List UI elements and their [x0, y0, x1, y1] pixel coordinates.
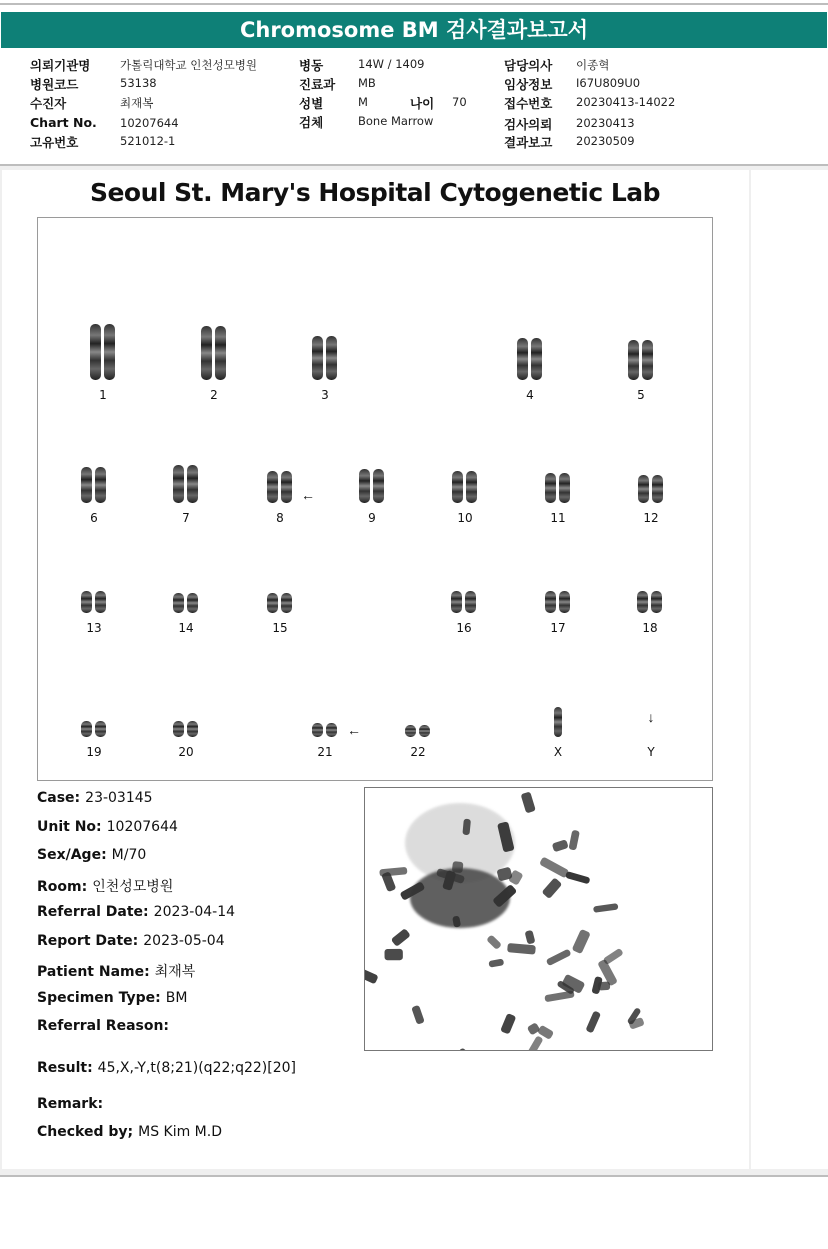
info-value: M: [358, 95, 368, 109]
info-value: I67U809U0: [576, 76, 641, 90]
chromosome: [451, 591, 462, 613]
chromosome-label: 8: [276, 511, 284, 525]
karyotype-image: [37, 217, 713, 781]
field-label: Specimen Type:: [37, 989, 161, 1006]
chromosome-label: 14: [178, 621, 194, 635]
metaphase-chromosome: [568, 830, 579, 851]
chromosome: [638, 475, 649, 503]
chromosome: [466, 471, 477, 503]
chromosome-label: 19: [86, 745, 102, 759]
field-label: Room:: [37, 878, 88, 895]
chromosome: [201, 326, 212, 380]
field-value: MS Kim M.D: [138, 1124, 222, 1140]
info-value: 최재복: [120, 96, 154, 110]
metaphase-chromosome: [552, 839, 569, 852]
report-field: [37, 790, 153, 806]
metaphase-chromosome: [521, 791, 536, 813]
chromosome-label: 5: [637, 388, 645, 402]
chromosome-label: 16: [456, 621, 472, 635]
chromosome-label: 2: [210, 388, 218, 402]
field-label: Patient Name:: [37, 964, 150, 980]
field-value: M/70: [111, 847, 147, 863]
field-label: Checked by;: [37, 1124, 134, 1140]
chromosome: [95, 467, 106, 503]
info-value: 70: [452, 95, 467, 109]
info-label: 고유번호: [30, 135, 79, 150]
chromosome: [642, 340, 653, 380]
chromosome: [559, 473, 570, 503]
arrow-left-icon: ←: [347, 722, 361, 738]
report-field: [37, 1018, 174, 1034]
field-label: Report Date:: [37, 932, 139, 949]
chromosome: [326, 723, 337, 737]
metaphase-chromosome: [486, 934, 502, 950]
arrow-down-icon: ↓: [647, 709, 655, 725]
info-value: 20230509: [576, 134, 635, 148]
chromosome: [545, 591, 556, 613]
info-value: 10207644: [120, 116, 179, 130]
metaphase-chromosome: [500, 1013, 516, 1035]
chromosome: [104, 324, 115, 380]
chromosome: [628, 340, 639, 380]
info-value: 53138: [120, 76, 157, 90]
metaphase-chromosome: [541, 877, 562, 899]
info-label: Chart No.: [30, 115, 97, 130]
chromosome: [452, 471, 463, 503]
metaphase-chromosome: [452, 861, 464, 873]
arrow-left-icon: ←: [301, 487, 315, 503]
info-value: 14W / 1409: [358, 57, 425, 71]
chromosome: [545, 473, 556, 503]
chromosome: [81, 721, 92, 737]
chromosome-label: 21: [317, 745, 333, 759]
info-value: MB: [358, 76, 376, 90]
chromosome: [90, 324, 101, 380]
chromosome-label: 17: [550, 621, 566, 635]
chromosome: [173, 465, 184, 503]
chromosome-label: 4: [526, 388, 534, 402]
metaphase-chromosome: [525, 930, 536, 945]
field-value: 2023-05-04: [143, 932, 225, 949]
info-label: 결과보고: [504, 135, 553, 150]
chromosome: [326, 336, 337, 380]
info-value: 20230413: [576, 116, 635, 130]
report-field: [37, 1060, 296, 1076]
field-label: Remark:: [37, 1096, 104, 1112]
chromosome: [517, 338, 528, 380]
chromosome: [373, 469, 384, 503]
chromosome-label: 12: [643, 511, 659, 525]
report-field: [37, 904, 235, 920]
metaphase-chromosome: [527, 1022, 541, 1035]
chromosome: [81, 467, 92, 503]
info-label: 나이: [410, 96, 435, 111]
metaphase-chromosome: [365, 964, 379, 985]
report-field: [37, 1124, 222, 1140]
chromosome: [419, 725, 430, 737]
chromosome: [81, 591, 92, 613]
report-field: [37, 819, 178, 835]
field-value: 23-03145: [85, 790, 153, 806]
info-label: 진료과: [299, 77, 336, 92]
field-value: 인천성모병원: [92, 878, 174, 895]
chromosome: [637, 591, 648, 613]
field-label: Result:: [37, 1060, 93, 1076]
chromosome: [267, 471, 278, 503]
metaphase-chromosome: [507, 943, 536, 955]
chromosome-label: 3: [321, 388, 329, 402]
chromosome: [187, 721, 198, 737]
info-label: 성별: [299, 96, 324, 111]
field-label: Case:: [37, 790, 81, 806]
chromosome: [405, 725, 416, 737]
chromosome: [554, 707, 562, 737]
info-label: 의뢰기관명: [30, 58, 91, 73]
info-label: 임상정보: [504, 77, 553, 92]
report-title: Chromosome BM 검사결과보고서: [1, 12, 827, 48]
chromosome: [187, 465, 198, 503]
chromosome: [95, 591, 106, 613]
chromosome: [215, 326, 226, 380]
chromosome: [359, 469, 370, 503]
chromosome-label: 20: [178, 745, 194, 759]
report-field: [37, 961, 195, 981]
metaphase-chromosome: [458, 1047, 472, 1051]
chromosome-label: 10: [457, 511, 473, 525]
chromosome: [559, 591, 570, 613]
chromosome-label: 11: [550, 511, 566, 525]
chromosome: [651, 591, 662, 613]
chromosome-label: 22: [410, 745, 426, 759]
info-label: 병원코드: [30, 77, 79, 92]
metaphase-spread: [365, 788, 713, 1051]
field-label: Referral Date:: [37, 904, 149, 920]
chromosome-label: 15: [272, 621, 288, 635]
report-field: [37, 847, 146, 863]
metaphase-chromosome: [572, 929, 591, 954]
info-value: 20230413-14022: [576, 95, 676, 109]
field-value: BM: [165, 989, 188, 1006]
chromosome-label: 13: [86, 621, 102, 635]
chromosome-label: 7: [182, 511, 190, 525]
report-field: [37, 933, 225, 949]
field-value: 45,X,-Y,t(8;21)(q22;q22)[20]: [97, 1060, 297, 1076]
report-field: [37, 1096, 108, 1112]
field-value: 2023-04-14: [153, 904, 236, 920]
chromosome: [95, 721, 106, 737]
report-field: [37, 876, 173, 896]
metaphase-chromosome: [391, 928, 411, 947]
chromosome: [312, 336, 323, 380]
metaphase-chromosome: [585, 1010, 601, 1033]
chromosome-label: 1: [99, 388, 107, 402]
report-field: [37, 990, 187, 1006]
chromosome: [281, 471, 292, 503]
info-label: 검체: [299, 115, 324, 130]
info-label: 담당의사: [504, 58, 553, 73]
info-label: 수진자: [30, 96, 67, 111]
divider: [0, 1175, 828, 1177]
metaphase-chromosome: [384, 949, 402, 960]
chromosome: [173, 721, 184, 737]
info-label: 검사의뢰: [504, 117, 553, 132]
info-value: 가톨릭대학교 인천성모병원: [120, 58, 257, 72]
field-value: 최재복: [154, 964, 196, 980]
chromosome-label: 6: [90, 511, 98, 525]
metaphase-chromosome: [565, 871, 590, 884]
chromosome: [173, 593, 184, 613]
info-label: 접수번호: [504, 96, 553, 111]
field-label: Sex/Age:: [37, 847, 107, 863]
metaphase-chromosome: [524, 1035, 544, 1051]
info-value: 521012-1: [120, 134, 176, 148]
chromosome: [281, 593, 292, 613]
chromosome: [187, 593, 198, 613]
chromosome-label: 18: [642, 621, 658, 635]
metaphase-chromosome: [539, 856, 569, 878]
chromosome: [652, 475, 663, 503]
field-label: Referral Reason:: [37, 1018, 170, 1034]
metaphase-chromosome: [593, 903, 618, 913]
field-label: Unit No:: [37, 818, 102, 835]
right-margin-panel: [751, 170, 828, 1169]
metaphase-chromosome: [488, 958, 504, 967]
info-value: Bone Marrow: [358, 114, 434, 128]
info-value: 이종혁: [576, 58, 610, 72]
chromosome: [312, 723, 323, 737]
chromosome: [531, 338, 542, 380]
lab-title: Seoul St. Mary's Hospital Cytogenetic Lab: [89, 178, 661, 207]
field-value: 10207644: [106, 818, 178, 835]
chromosome: [465, 591, 476, 613]
chromosome-label: 9: [368, 511, 376, 525]
metaphase-chromosome: [411, 1005, 425, 1025]
chromosome-label: X: [553, 745, 563, 759]
info-label: 병동: [299, 58, 324, 73]
metaphase-image: [364, 787, 713, 1051]
chromosome-label: Y: [647, 745, 655, 759]
metaphase-chromosome: [546, 949, 572, 967]
top-border: [0, 3, 828, 5]
chromosome: [267, 593, 278, 613]
metaphase-chromosome: [603, 948, 624, 965]
